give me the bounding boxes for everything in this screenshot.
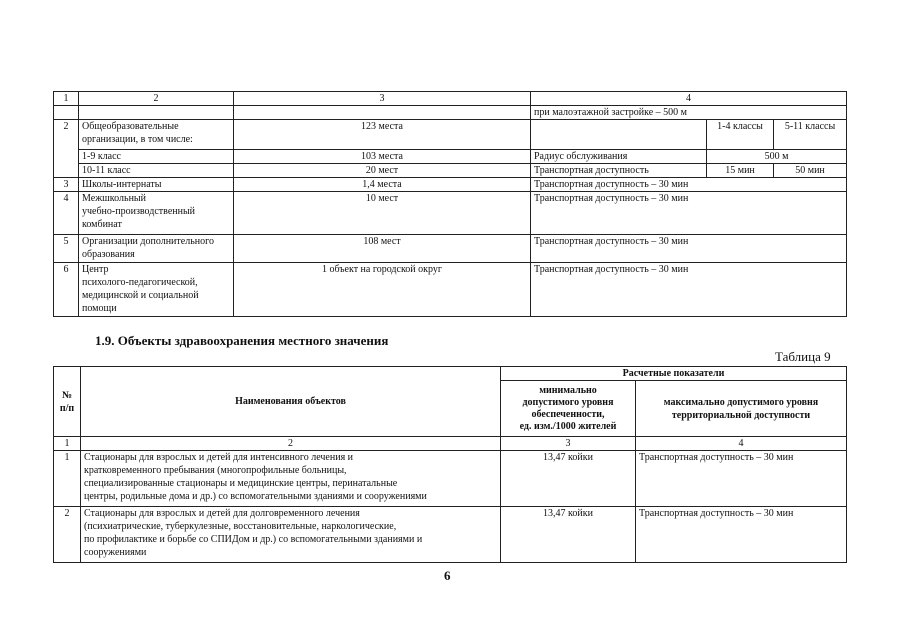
row-number: 5 <box>54 235 79 263</box>
row-value: 13,47 койки <box>501 507 636 563</box>
col-number: 4 <box>636 437 847 451</box>
header-name: Наименования объектов <box>81 367 501 437</box>
name-line: помощи <box>82 303 117 314</box>
transport-label: Транспортная доступность <box>531 164 707 178</box>
healthcare-standards-table <box>53 366 847 563</box>
sub-name: 1-9 класс <box>79 150 234 164</box>
education-standards-table <box>53 91 847 317</box>
row-value: 1,4 места <box>234 178 531 192</box>
row-name: Стационары для взрослых и детей для долговременного лечения (психиатрические, туберкулезные, восстановительные, наркологические, по профилактике и борьбе со СПИДом и др.) со вспомогательными зданиями и сооружениями <box>81 507 501 563</box>
name-line: медицинской и социальной <box>82 290 199 301</box>
section-heading: 1.9. Объекты здравоохранения местного значения <box>95 333 389 348</box>
col-number: 2 <box>81 437 501 451</box>
row-value: 1 объект на городской округ <box>234 263 531 317</box>
row-name <box>79 120 234 150</box>
name-line: образования <box>82 249 135 260</box>
header-min: минимально допустимого уровня обеспеченности, ед. изм./1000 жителей <box>501 381 636 437</box>
table-row <box>54 178 847 192</box>
table-row <box>54 92 847 106</box>
row-value: 123 места <box>234 120 531 150</box>
col-number: 1 <box>54 437 81 451</box>
transport-5-11: 50 мин <box>774 164 847 178</box>
col-number: 3 <box>501 437 636 451</box>
name-line: Межшкольный <box>82 193 146 204</box>
row-access: Транспортная доступность – 30 мин <box>636 451 847 507</box>
sub-value: 103 места <box>234 150 531 164</box>
row-name: Школы-интернаты <box>79 178 234 192</box>
classes-1-4: 1-4 классы <box>707 120 774 150</box>
row-access: Транспортная доступность – 30 мин <box>531 192 847 235</box>
col-number: 3 <box>234 92 531 106</box>
row-number: 6 <box>54 263 79 317</box>
transport-1-4: 15 мин <box>707 164 774 178</box>
name-line: Центр <box>82 264 109 275</box>
table-row <box>54 235 847 263</box>
header-calc: Расчетные показатели <box>501 367 847 381</box>
table-row <box>54 507 847 563</box>
table-row <box>54 120 847 150</box>
row-access: Транспортная доступность – 30 мин <box>531 235 847 263</box>
col-number: 1 <box>54 92 79 106</box>
header-num: № п/п <box>54 367 81 437</box>
row-access: Транспортная доступность – 30 мин <box>531 263 847 317</box>
row-number: 4 <box>54 192 79 235</box>
name-line: организации, в том числе: <box>82 134 193 145</box>
table-row <box>54 164 847 178</box>
table-row <box>54 150 847 164</box>
row-value: 10 мест <box>234 192 531 235</box>
name-line: комбинат <box>82 219 122 230</box>
table-row <box>54 367 847 381</box>
row-name <box>79 192 234 235</box>
radius-value: 500 м <box>707 150 847 164</box>
row-value: 13,47 койки <box>501 451 636 507</box>
radius-label: Радиус обслуживания <box>531 150 707 164</box>
table-label: Таблица 9 <box>775 349 831 364</box>
classes-5-11: 5-11 классы <box>774 120 847 150</box>
row-access: Транспортная доступность – 30 мин <box>636 507 847 563</box>
table-row <box>54 106 847 120</box>
name-line: учебно-производственный <box>82 206 196 217</box>
row-number: 2 <box>54 507 81 563</box>
row-number: 3 <box>54 178 79 192</box>
row-access: Транспортная доступность – 30 мин <box>531 178 847 192</box>
name-line: Организации дополнительного <box>82 236 214 247</box>
col-number: 2 <box>79 92 234 106</box>
header-max: максимально допустимого уровня территориальной доступности <box>636 381 847 437</box>
row-number: 1 <box>54 451 81 507</box>
table-row <box>54 437 847 451</box>
col-number: 4 <box>531 92 847 106</box>
sub-name: 10-11 класс <box>79 164 234 178</box>
name-line: Общеобразовательные <box>82 121 179 132</box>
row-number: 2 <box>54 120 79 178</box>
row-name <box>79 235 234 263</box>
page-number: 6 <box>444 568 451 583</box>
table-row <box>54 451 847 507</box>
sub-value: 20 мест <box>234 164 531 178</box>
table-row <box>54 192 847 235</box>
cell-low-rise-note: при малоэтажной застройке – 500 м <box>531 106 847 120</box>
row-name: Стационары для взрослых и детей для интенсивного лечения и кратковременного пребывания (многопрофильные больницы, специализированные стационары и медицинские центры, перинатальные центры, родильные дома и др.) со вспомогательными зданиями и сооружениями <box>81 451 501 507</box>
row-name <box>79 263 234 317</box>
table-row <box>54 263 847 317</box>
name-line: психолого-педагогической, <box>82 277 198 288</box>
row-value: 108 мест <box>234 235 531 263</box>
